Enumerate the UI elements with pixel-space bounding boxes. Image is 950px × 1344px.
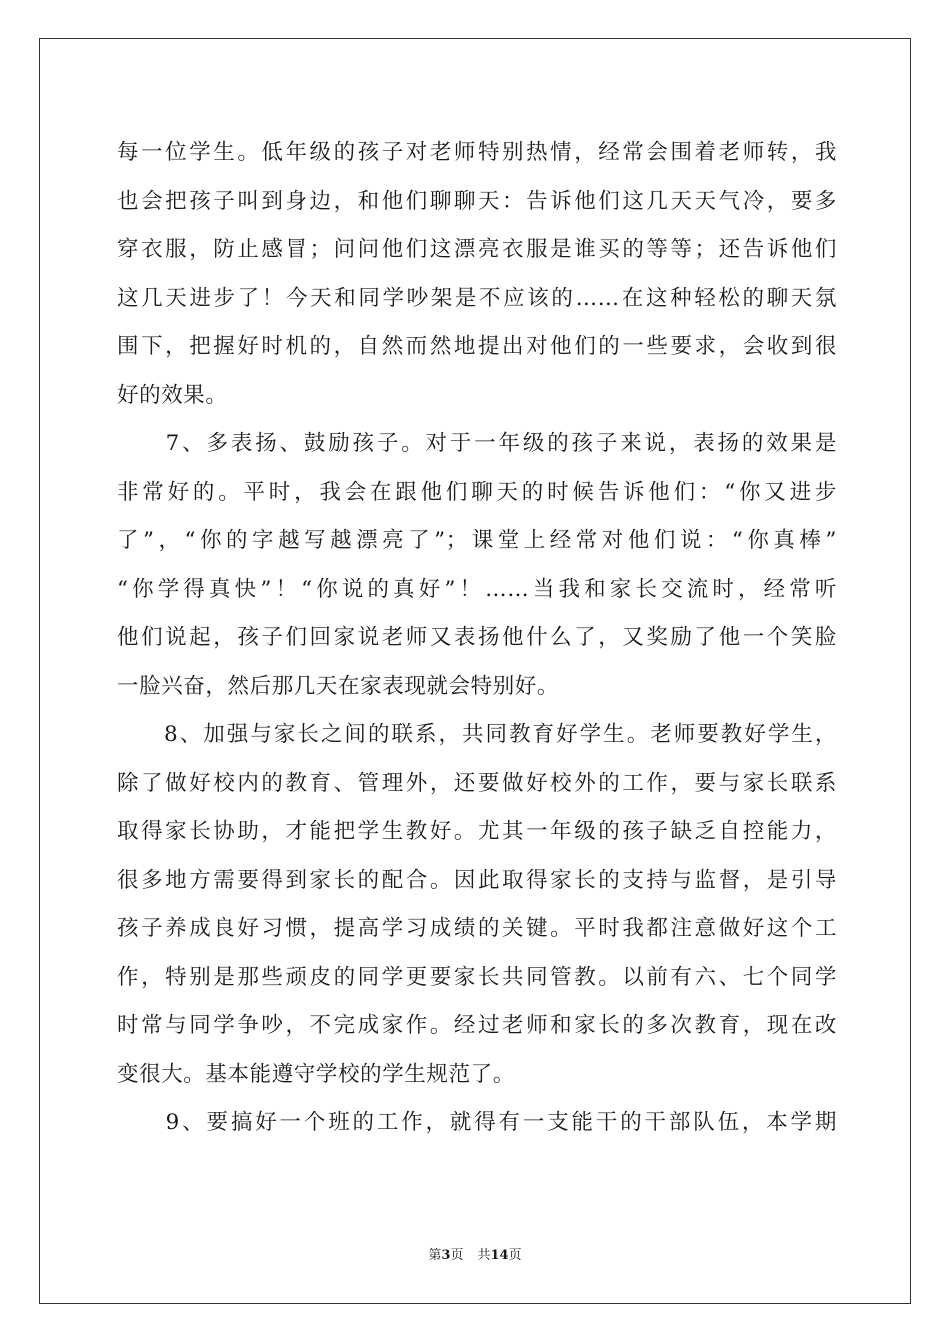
text-line: 这几天进步了！今天和同学吵架是不应该的……在这种轻松的聊天氛 bbox=[117, 285, 837, 311]
text-line: 穿衣服，防止感冒；问问他们这漂亮衣服是谁买的等等；还告诉他们 bbox=[117, 237, 837, 262]
text-line: 9、要搞好一个班的工作，就得有一支能干的干部队伍，本学期 bbox=[117, 1110, 837, 1135]
text-line: 除了做好校内的教育、管理外，还要做好校外的工作，要与家长联系 bbox=[117, 770, 837, 796]
total-suffix: 页 bbox=[508, 1248, 522, 1263]
text-line: 7、多表扬、鼓励孩子。对于一年级的孩子来说，表扬的效果是 bbox=[117, 431, 837, 456]
total-pages-number: 14 bbox=[490, 1248, 509, 1263]
current-page-number: 3 bbox=[441, 1248, 451, 1263]
page-suffix: 页 bbox=[450, 1248, 464, 1263]
text-line: 时常与同学争吵，不完成家作。经过老师和家长的多次教育，现在改 bbox=[117, 1013, 837, 1038]
text-line: 围下，把握好时机的，自然而然地提出对他们的一些要求，会收到很 bbox=[117, 334, 837, 359]
text-line: 8、加强与家长之间的联系，共同教育好学生。老师要教好学生， bbox=[117, 722, 837, 747]
text-line: “你学得真快”！“你说的真好”！……当我和家长交流时，经常听 bbox=[117, 576, 837, 602]
text-line: 他们说起，孩子们回家说老师又表扬他什么了，又奖励了他一个笑脸 bbox=[117, 625, 837, 650]
text-line: 取得家长协助，才能把学生教好。尤其一年级的孩子缺乏自控能力， bbox=[117, 819, 837, 844]
text-line: 一脸兴奋，然后那几天在家表现就会特别好。 bbox=[117, 673, 560, 699]
text-line: 变很大。基本能遵守学校的学生规范了。 bbox=[117, 1061, 515, 1087]
page-prefix: 第 bbox=[428, 1248, 442, 1263]
text-line: 作，特别是那些顽皮的同学更要家长共同管教。以前有六、七个同学 bbox=[117, 964, 837, 990]
text-line: 孩子养成良好习惯，提高学习成绩的关键。平时我都注意做好这个工 bbox=[117, 916, 837, 941]
text-line: 每一位学生。低年级的孩子对老师特别热情，经常会围着老师转，我 bbox=[117, 140, 837, 165]
text-line: 了”，“你的字越写越漂亮了”；课堂上经常对他们说：“你真棒” bbox=[117, 528, 837, 553]
document-body bbox=[117, 129, 837, 1148]
page-footer bbox=[0, 1247, 950, 1265]
total-prefix: 共 bbox=[477, 1248, 491, 1263]
text-line: 也会把孩子叫到身边，和他们聊聊天：告诉他们这几天天气冷，要多 bbox=[117, 188, 837, 214]
text-line: 很多地方需要得到家长的配合。因此取得家长的支持与监督，是引导 bbox=[117, 867, 837, 893]
text-line: 非常好的。平时，我会在跟他们聊天的时候告诉他们：“你又进步 bbox=[117, 479, 837, 505]
text-line: 好的效果。 bbox=[117, 382, 228, 408]
